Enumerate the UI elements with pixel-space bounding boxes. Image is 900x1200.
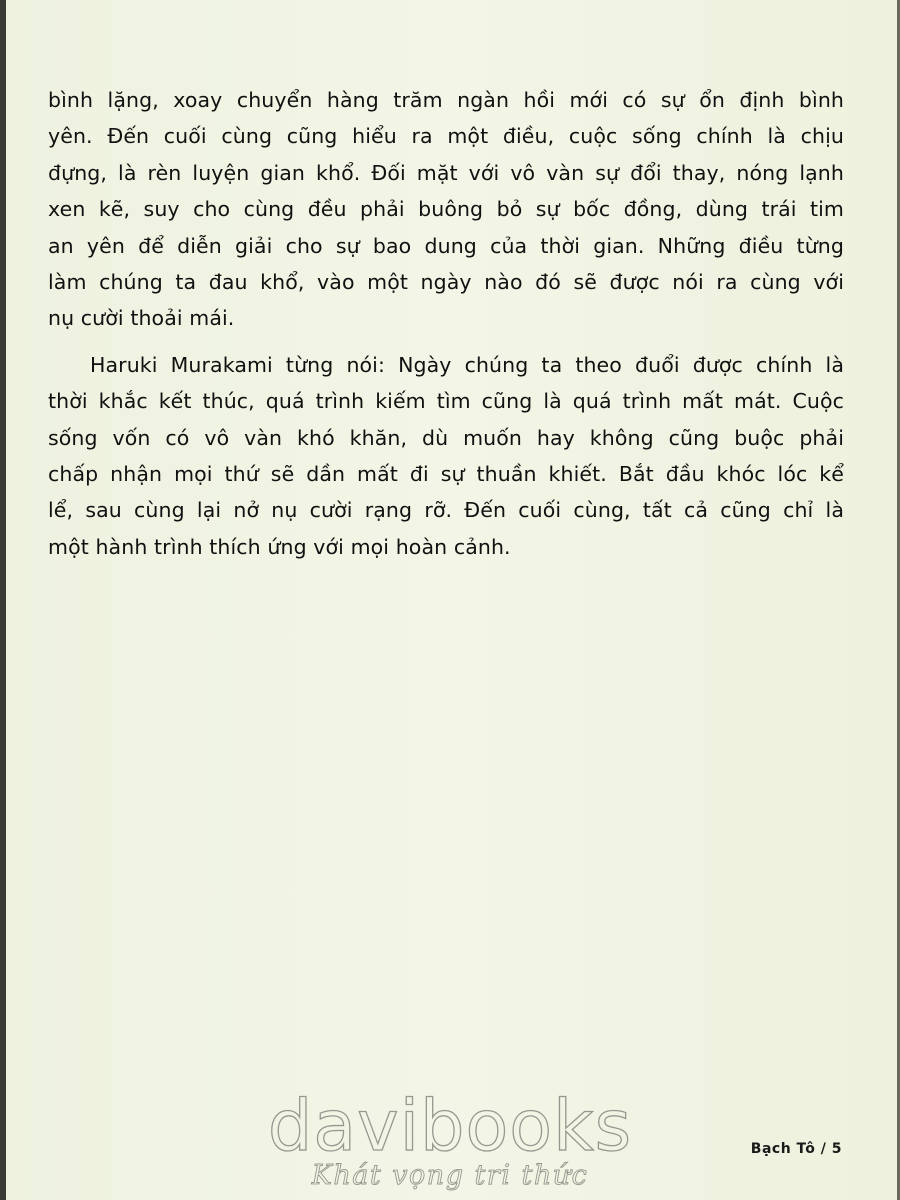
text-line: Haruki Murakami từng nói: Ngày chúng ta theo đuổi được chính là — [90, 352, 844, 377]
text-line: thời khắc kết thúc, quá trình kiếm tìm cũng là quá trình mất mát. Cuộc — [48, 389, 844, 414]
watermark-slogan: Khát vọng tri thức — [311, 1160, 589, 1191]
text-line: sống vốn có vô vàn khó khăn, dù muốn hay không cũng buộc phải — [48, 425, 844, 450]
text-line: nụ cười thoải mái. — [48, 306, 235, 331]
text-line: một hành trình thích ứng với mọi hoàn cảnh. — [48, 534, 511, 559]
text-line: làm chúng ta đau khổ, vào một ngày nào đó sẽ được nói ra cùng với — [48, 270, 844, 295]
text-line: xen kẽ, suy cho cùng đều phải buông bỏ sự bốc đồng, dùng trái tim — [48, 197, 844, 222]
paragraph-2 — [48, 347, 844, 565]
page-folio: Bạch Tô / 5 — [750, 1141, 842, 1157]
page-left-edge — [0, 0, 6, 1200]
paragraph-1 — [48, 82, 844, 337]
text-line: yên. Đến cuối cùng cũng hiểu ra một điều, cuộc sống chính là chịu — [48, 124, 844, 149]
text-line: chấp nhận mọi thứ sẽ dần mất đi sự thuần khiết. Bắt đầu khóc lóc kể — [48, 462, 844, 487]
text-line: an yên để diễn giải cho sự bao dung của thời gian. Những điều từng — [48, 233, 844, 258]
text-line: bình lặng, xoay chuyển hàng trăm ngàn hồi mới có sự ổn định bình — [48, 88, 844, 112]
watermark-brand: davibooks — [267, 1085, 633, 1167]
body-text — [48, 82, 844, 565]
text-line: lể, sau cùng lại nở nụ cười rạng rỡ. Đến cuối cùng, tất cả cũng chỉ là — [48, 498, 844, 523]
text-line: đựng, là rèn luyện gian khổ. Đối mặt với vô vàn sự đổi thay, nóng lạnh — [48, 160, 844, 185]
watermark — [250, 1085, 650, 1191]
